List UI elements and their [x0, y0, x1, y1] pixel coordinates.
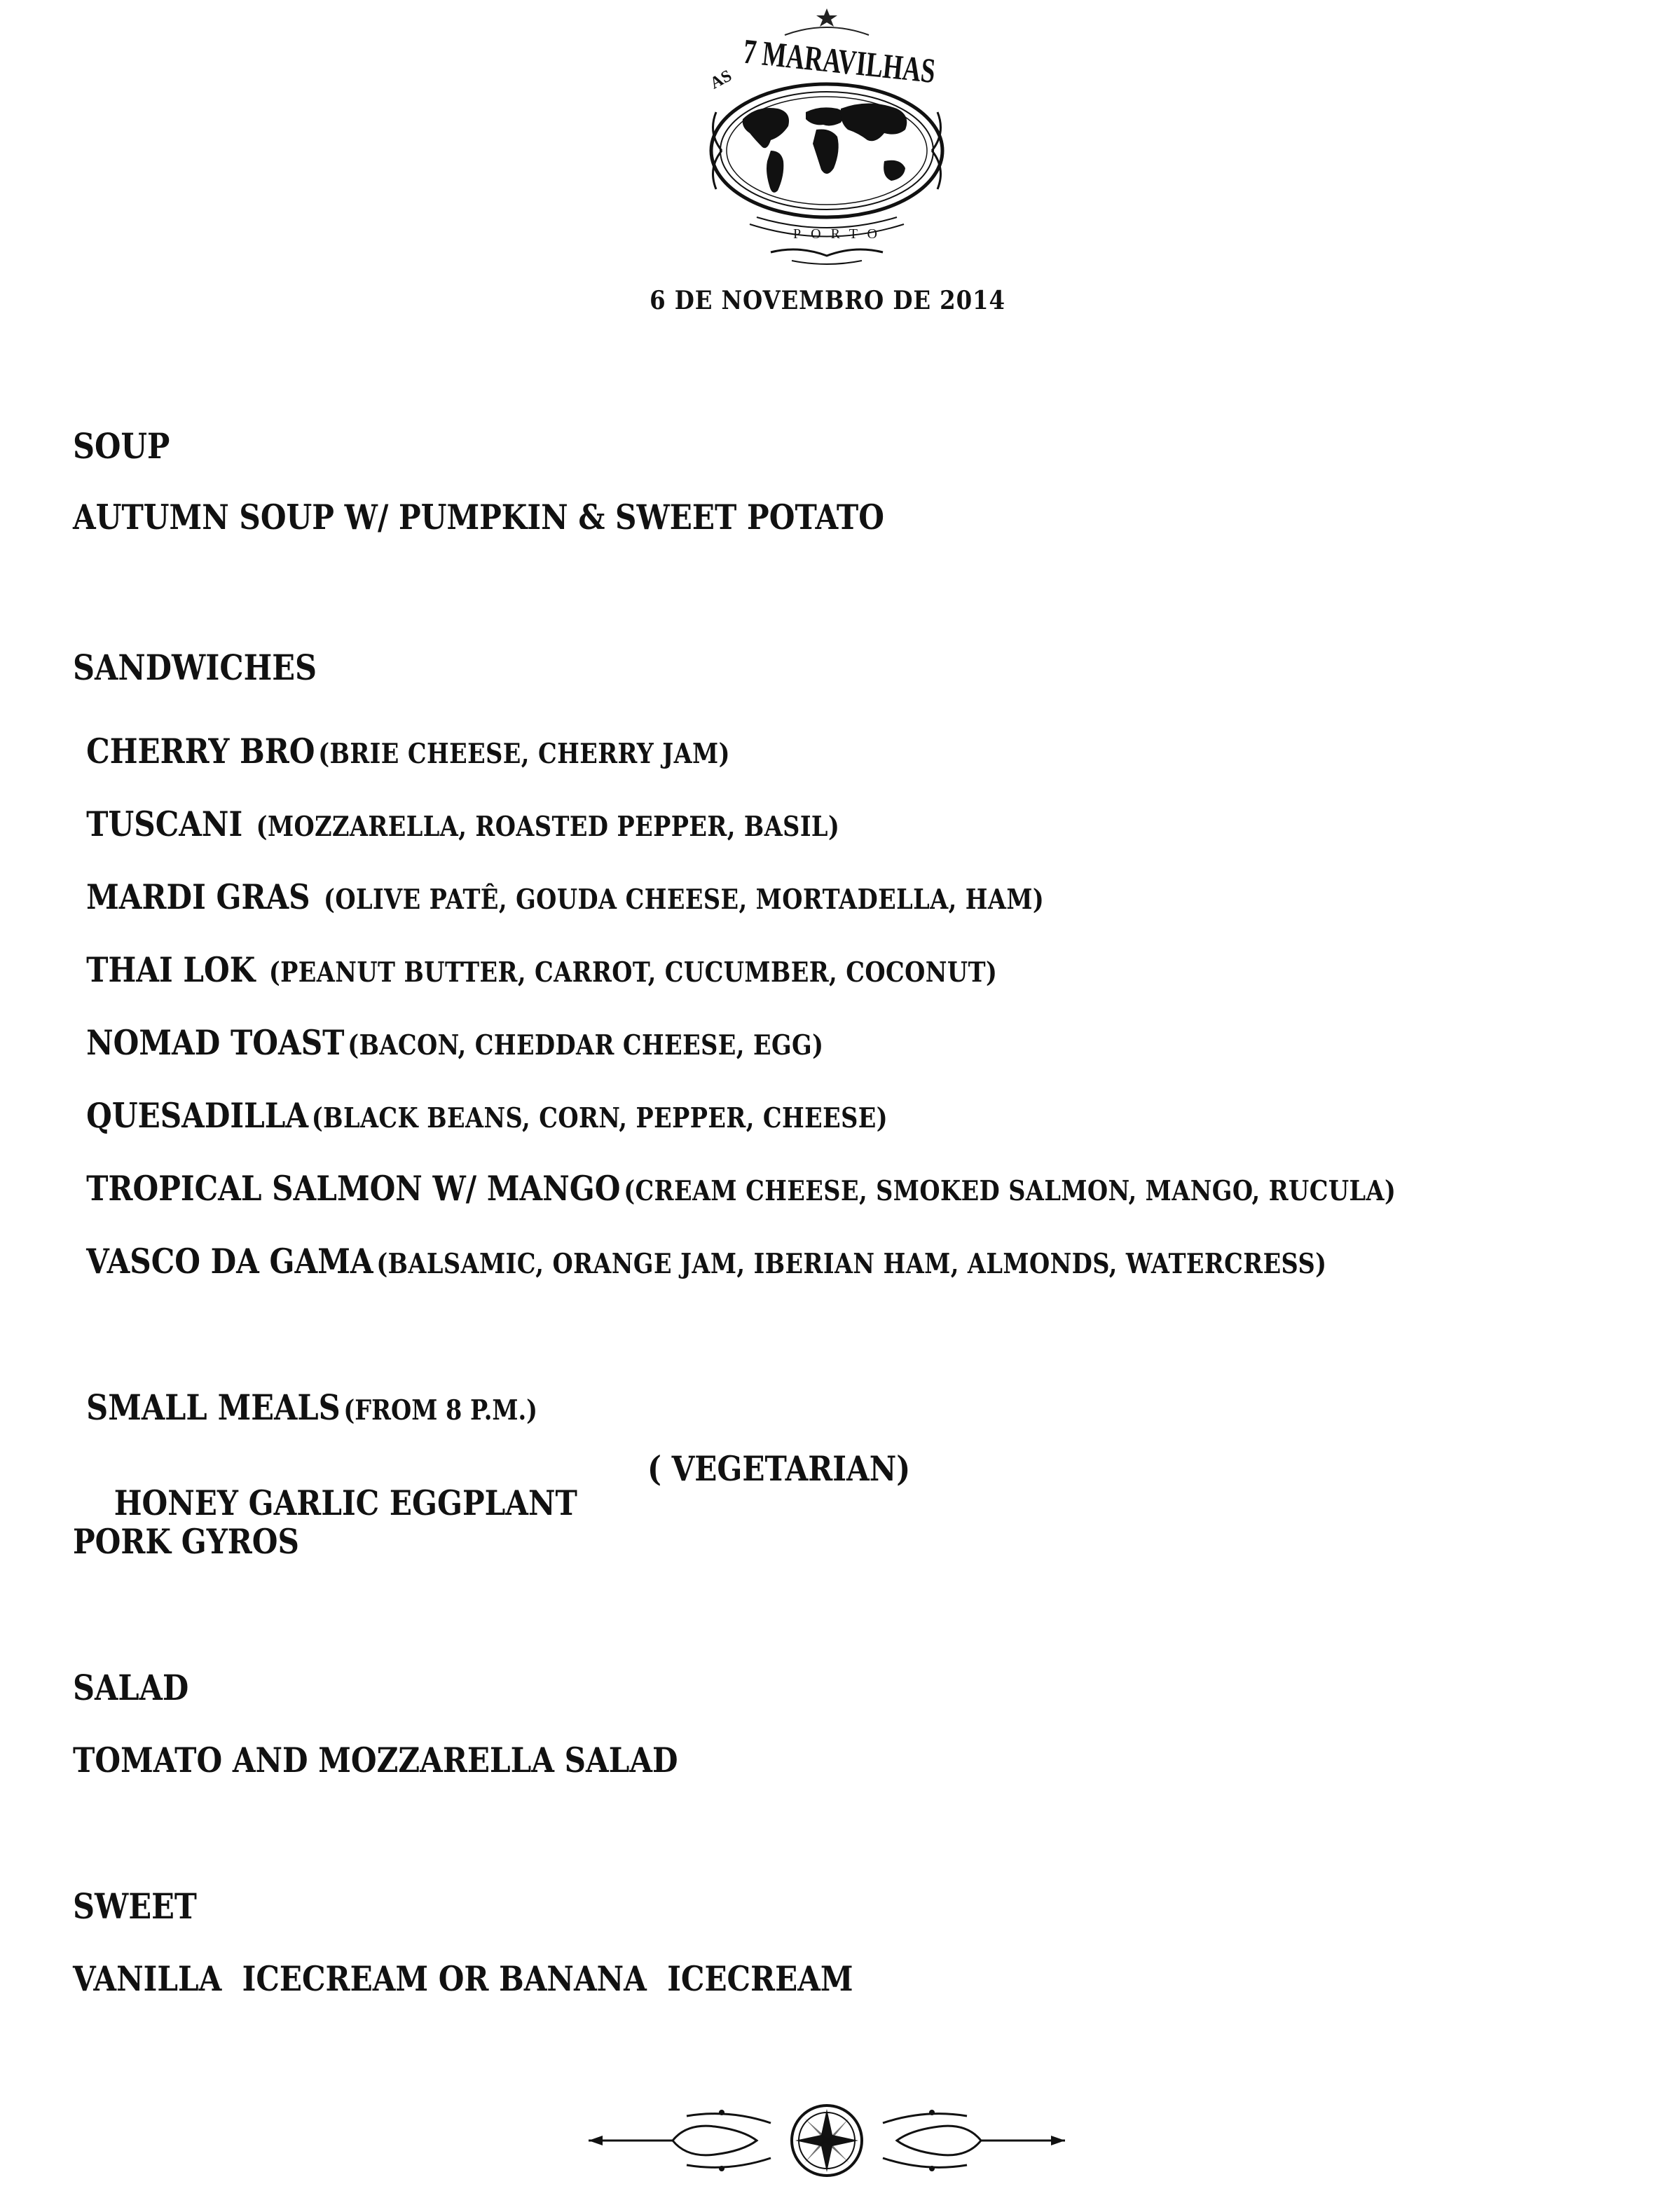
menu-item-name: CHERRY BRO: [86, 731, 315, 771]
menu-item: [73, 796, 839, 853]
menu-item-description: (BACON, CHEDDAR CHEESE, EGG): [348, 1029, 824, 1062]
logo-bottom-text: PORTO: [793, 226, 888, 242]
menu-item-name: QUESADILLA: [86, 1095, 309, 1136]
star-icon: [816, 8, 837, 27]
logo-small-text: AS: [707, 67, 735, 93]
menu-item-name: TUSCANI: [86, 804, 253, 844]
menu-item: [73, 942, 997, 998]
menu-item: [73, 1087, 888, 1144]
menu-item: VANILLA ICECREAM OR BANANA ICECREAM: [73, 1958, 853, 1999]
menu-item: [73, 1160, 1396, 1217]
section-title-salad: SALAD: [73, 1667, 189, 1708]
menu-item: TOMATO AND MOZZARELLA SALAD: [73, 1740, 678, 1780]
section-title-sandwiches: SANDWICHES: [73, 647, 317, 688]
menu-item-name: THAI LOK: [86, 949, 266, 990]
menu-item: AUTUMN SOUP W/ PUMPKIN & SWEET POTATO: [73, 497, 884, 537]
menu-item: [73, 1233, 1326, 1290]
section-title-sweet: SWEET: [73, 1885, 197, 1927]
menu-item: [73, 1015, 823, 1071]
menu-item: [73, 869, 1044, 926]
logo-main-text: 7 MARAVILHAS: [741, 31, 1010, 98]
menu-item-name: VASCO DA GAMA: [86, 1241, 373, 1282]
logo: [701, 7, 1010, 266]
menu-item-description: (MOZZARELLA, ROASTED PEPPER, BASIL): [256, 811, 840, 843]
menu-item-description: (OLIVE PATÊ, GOUDA CHEESE, MORTADELLA, HAM): [324, 884, 1045, 916]
compass-rose-divider-icon: [582, 2095, 1072, 2186]
menu-item-description: (BALSAMIC, ORANGE JAM, IBERIAN HAM, ALMONDS, WATERCRESS): [376, 1248, 1327, 1280]
menu-item-description: (BRIE CHEESE, CHERRY JAM): [318, 738, 730, 770]
menu-item-description: (CREAM CHEESE, SMOKED SALMON, MANGO, RUCULA): [624, 1175, 1396, 1207]
section-note: (FROM 8 P.M.): [343, 1394, 538, 1427]
menu-item-name: NOMAD TOAST: [86, 1022, 345, 1063]
section-title-small-meals: [73, 1379, 537, 1436]
menu-item: [73, 723, 730, 780]
menu-item-name: MARDI GRAS: [86, 877, 321, 917]
menu-item-name: HONEY GARLIC EGGPLANT: [114, 1483, 577, 1523]
menu-item-tag: ( VEGETARIAN): [647, 1448, 911, 1489]
world-map-icon: [743, 104, 907, 193]
section-title-text: SMALL MEALS: [86, 1387, 341, 1428]
menu-item-description: (BLACK BEANS, CORN, PEPPER, CHEESE): [311, 1102, 888, 1134]
menu-date: 6 DE NOVEMBRO DE 2014: [650, 286, 1005, 315]
menu-item-name: TROPICAL SALMON W/ MANGO: [86, 1168, 621, 1209]
section-title-soup: SOUP: [73, 425, 170, 467]
menu-item: PORK GYROS: [73, 1521, 299, 1562]
menu-item-description: (PEANUT BUTTER, CARROT, CUCUMBER, COCONUT): [268, 956, 998, 989]
